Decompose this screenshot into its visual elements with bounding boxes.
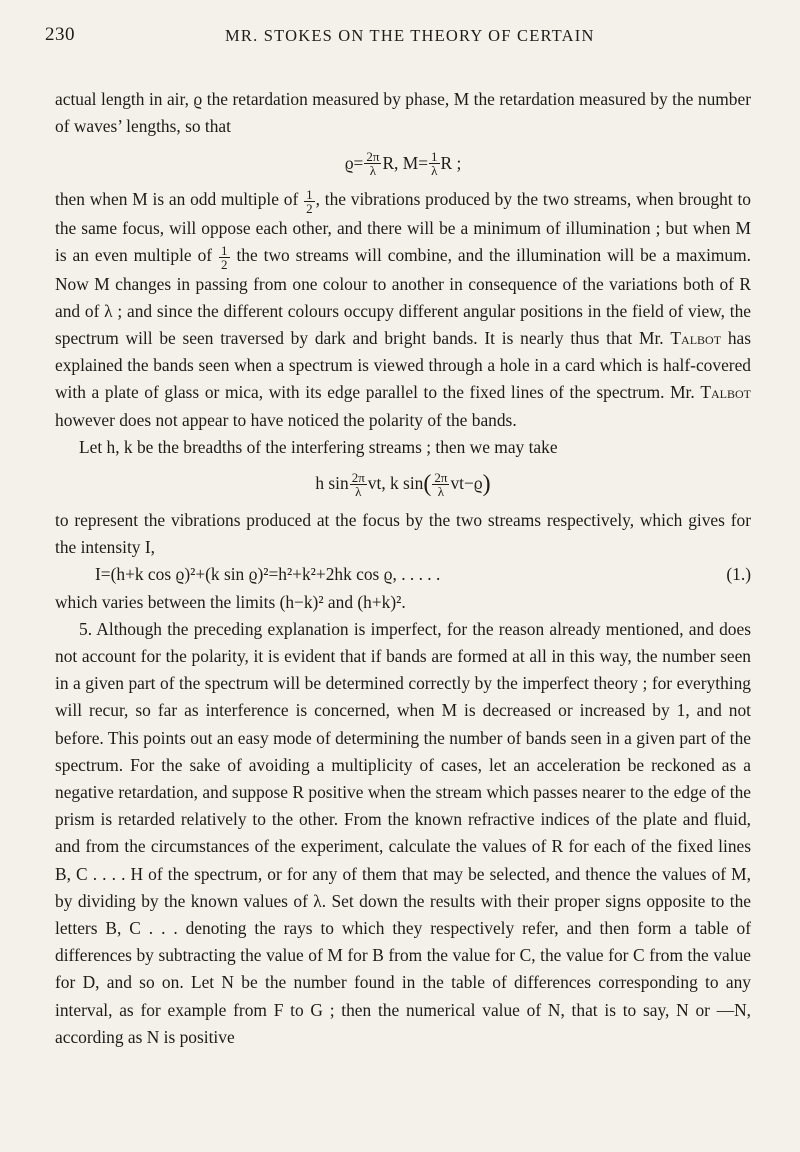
equation-phase-retardation: ϱ= $\frac{2\pi}{\lambda}$ R, M= $\frac{1}{\lambda}$ R ; — [344, 148, 462, 178]
equation-number: (1.) — [726, 564, 751, 585]
page-number: 230 — [45, 24, 75, 45]
running-head: MR. STOKES ON THE THEORY OF CERTAIN — [225, 26, 595, 45]
paragraph-1: actual length in air, ϱ the retardation measured by phase, M the retardation measured by the number of waves’ lengths, so that — [55, 89, 751, 137]
page-header — [45, 24, 751, 52]
equation-intensity: I=(h+k cos ϱ)²+(k sin ϱ)²=h²+k²+2hk cos ϱ, . . . . . (1.) — [55, 561, 751, 588]
equation-vibrations: h sin $\frac{2\pi}{\lambda}$ vt, k sin ( $\frac{2\pi}{\lambda}$ vt−ϱ ) — [315, 469, 491, 499]
page-body — [55, 86, 751, 1051]
paragraph-3: Let h, k be the breadths of the interfering streams ; then we may take — [79, 436, 558, 457]
fraction-one-half-2: $\frac{1}{2}$ — [221, 242, 228, 272]
fraction-1-over-lambda: $\frac{1}{\lambda}$ — [431, 148, 438, 178]
fraction-one-half: $\frac{1}{2}$ — [306, 186, 313, 216]
name-talbot: Talbot — [670, 328, 722, 349]
paragraph-6: 5. Although the preceding explanation is imperfect, for the reason already mentioned, and does not account for the polarity, it is evident that if bands are formed at all in this way, the number seen in a given part of the spectrum will be determined correctly by the imperfect theory ; for everything will recur, so far as interference is concerned, when M is decreased or increased by 1, and not before. This points out an easy mode of determining the number of bands seen in a given part of the spectrum. For the sake of avoiding a multiplicity of cases, let an acceleration be reckoned as a negative retardation, and suppose R positive when the stream which passes nearer to the edge of the prism is retarded relatively to the other. From the known refractive indices of the plate and fluid, and from the circumstances of the experiment, calculate the values of R for each of the fixed lines B, C . . . . H of the spectrum, or for any of them that may be selected, and thence the values of M, by dividing by the known values of λ. Set down the results with their proper signs opposite to the letters B, C . . . denoting the rays to which they respectively refer, and then form a table of differences by subtracting the value of M for B from the value for C, the value for C from the value for D, and so on. Let N be the number found in the table of differences corresponding to any interval, as for example from F to G ; then the numerical value of N, that is to say, N or —N, according as N is positive — [55, 618, 751, 1047]
name-talbot-2: Talbot — [700, 382, 751, 403]
paragraph-2: then when M is an odd multiple of $\frac{1}{2}$ , the vibrations produced by the two streams, when brought to the same focus, will oppose each other, and there will be a minimum of illumination ; but when M is an even multiple of $\frac{1}{2}$ the two streams will combine, and the illumination will be a maximum. Now M changes in passing from one colour to another in consequence of the variations both of R and of λ ; and since the different colours occupy different angular positions in the field of view, the spectrum will be seen traversed by dark and bright bands. It is nearly thus that Mr. Talbot has explained the bands seen when a spectrum is viewed through a hole in a card which is half-covered with a plate of glass or mica, with its edge parallel to the fixed lines of the spectrum. Mr. Talbot however does not appear to have noticed the polarity of the bands. — [55, 186, 751, 430]
paragraph-4: to represent the vibrations produced at the focus by the two streams respectively, which gives for the intensity I, — [55, 510, 751, 558]
paragraph-5: which varies between the limits (h−k)² and (h+k)². — [55, 591, 406, 612]
fraction-2pi-over-lambda: $\frac{2\pi}{\lambda}$ — [366, 148, 380, 178]
